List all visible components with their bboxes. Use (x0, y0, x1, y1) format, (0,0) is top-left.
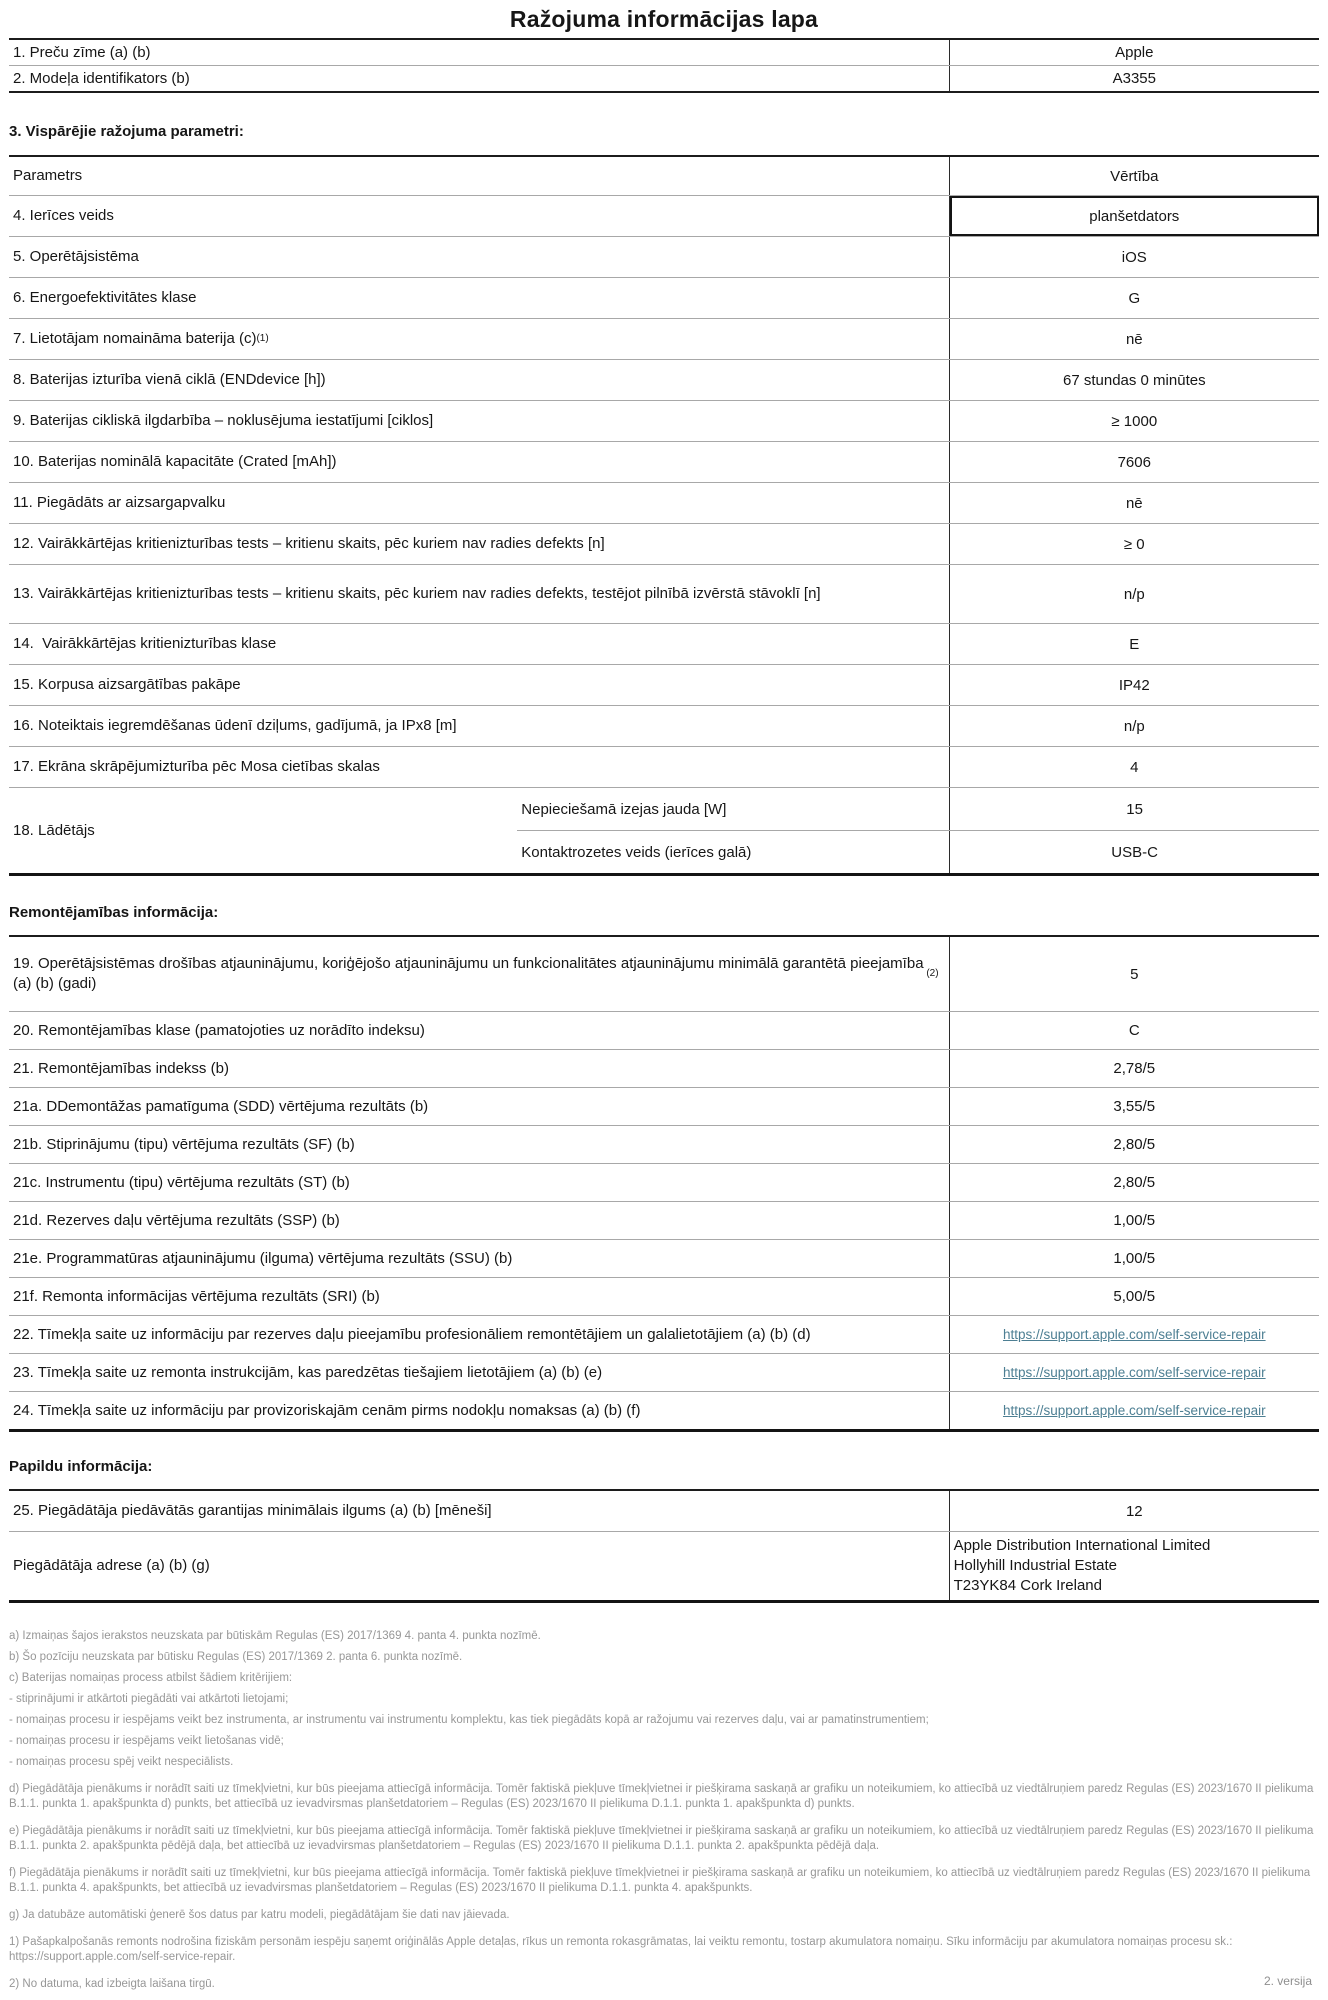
row-value (950, 1316, 1319, 1353)
row-value: iOS (1121, 248, 1147, 266)
row-value: nē (1125, 330, 1143, 348)
table-row (9, 664, 1319, 705)
footnote: e) Piegādātāja pienākums ir norādīt saiti uz tīmekļvietni, kur būs pieejama attiecīgā informācija. Tomēr faktiskā piekļuve tīmekļvietnei ir piešķirama saskaņā ar grafiku un noteikumiem, ko attiecībā uz viedtālruņiem paredz Regulas (ES) 2023/1670 II pielikuma B.1.1. punkta 2. apakšpunkta pēdējā daļa, bet attiecībā uz ievadvirsmas planšetdatoriem – Regulas (ES) 2023/1670 II pielikuma D.1.1. punkta 2. apakšpunkta pēdējā daļa. (9, 1825, 1314, 1852)
row-value: 7606 (1117, 453, 1151, 471)
footnote: - nomaiņas procesu spēj veikt nespeciālists. (9, 1756, 234, 1768)
charger-sub-rows (517, 788, 1319, 873)
footnote: f) Piegādātāja pienākums ir norādīt saiti uz tīmekļvietni, kur būs pieejama attiecīgā informācija. Tomēr faktiskā piekļuve tīmekļvietnei ir piešķirama saskaņā ar grafiku un noteikumiem, ko attiecībā uz viedtālruņiem paredz Regulas (ES) 2023/1670 II pielikuma B.1.1. punkta 4. apakšpunkts, bet attiecībā uz ievadvirsmas planšetdatoriem – Regulas (ES) 2023/1670 II pielikuma D.1.1. punkta 4. apakšpunkts. (9, 1867, 1311, 1894)
table-row (9, 1391, 1319, 1429)
identification-table (9, 38, 1319, 93)
table-row (9, 746, 1319, 787)
table-row (9, 318, 1319, 359)
row-label: 1. Preču zīme (a) (b) (9, 40, 950, 65)
table-row (9, 705, 1319, 746)
table-row (9, 1049, 1319, 1087)
table-row (9, 564, 1319, 623)
row-label: 18. Lādētājs (13, 821, 95, 839)
page-title: Ražojuma informācijas lapa (509, 6, 819, 32)
row-value: E (1129, 635, 1140, 653)
table-row (9, 523, 1319, 564)
row-label: 21d. Rezerves daļu vērtējuma rezultāts (SSP) (b) (9, 1202, 950, 1239)
row-value: A3355 (1112, 70, 1156, 87)
table-row (9, 1201, 1319, 1239)
row-label: 16. Noteiktais iegremdēšanas ūdenī dziļums, gadījumā, ja IPx8 [m] (9, 706, 950, 746)
additional-info-table (9, 1489, 1319, 1603)
row-label: 21e. Programmatūras atjauninājumu (ilguma) vērtējuma rezultāts (SSU) (b) (9, 1240, 950, 1277)
footnote: - nomaiņas procesu ir iespējams veikt lietošanas vidē; (9, 1735, 284, 1747)
table-row (9, 40, 1319, 65)
row-label: 23. Tīmekļa saite uz remonta instrukcijām, kas paredzētas tiešajiem lietotājiem (a) (b) (e) (9, 1354, 950, 1391)
row-label: 25. Piegādātāja piedāvātās garantijas minimālais ilgums (a) (b) [mēneši] (9, 1491, 950, 1531)
row-label: 20. Remontējamības klase (pamatojoties uz norādīto indeksu) (9, 1012, 950, 1049)
table-row (9, 1239, 1319, 1277)
charger-sub-row (517, 788, 1319, 830)
row-value: ≥ 0 (1123, 535, 1145, 553)
version-label: 2. versija (1263, 1974, 1312, 1988)
row-label: 24. Tīmekļa saite uz informāciju par provizoriskajām cenām pirms nodokļu nomaksas (a) (b) (f) (9, 1392, 950, 1429)
row-value: 12 (1125, 1502, 1143, 1520)
row-label: 10. Baterijas nominālā kapacitāte (Crated [mAh]) (9, 442, 950, 482)
row-value: IP42 (1118, 676, 1150, 694)
table-row (9, 1011, 1319, 1049)
column-header-parameter: Parametrs (9, 157, 950, 195)
table-row (9, 1087, 1319, 1125)
table-row (9, 1531, 1319, 1600)
row-label: 8. Baterijas izturība vienā ciklā (ENDdevice [h]) (9, 360, 950, 400)
footnote: a) Izmaiņas šajos ierakstos neuzskata par būtiskām Regulas (ES) 2017/1369 4. panta 4. punkta nozīmē. (9, 1630, 541, 1642)
sub-row-label: Kontaktrozetes veids (ierīces galā) (517, 831, 950, 873)
row-label: 21f. Remonta informācijas vērtējuma rezultāts (SRI) (b) (9, 1278, 950, 1315)
row-label: 14. Vairākkārtējas kritienizturības klase (9, 624, 950, 664)
row-label: Piegādātāja adrese (a) (b) (g) (9, 1532, 950, 1600)
support-link[interactable]: https://support.apple.com/self-service-repair (1002, 1327, 1266, 1342)
charger-sub-row (517, 830, 1319, 873)
footnote: 1) Pašapkalpošanās remonts nodrošina fiziskām personām iespēju saņemt oriģinālās Apple detaļas, rīkus un remonta rokasgrāmatas, lai veiktu remontu, tostarp akumulatora nomaiņu. Sīku informāciju par akumulatora nomaiņas procesu sk.: https://support.apple.com/self-service-repair. (9, 1936, 1233, 1963)
repairability-table (9, 935, 1319, 1432)
footnote: g) Ja datubāze automātiski ģenerē šos datus par katru modeli, piegādātājam šie dati nav jāievada. (9, 1909, 510, 1921)
row-label: 21. Remontējamības indekss (b) (9, 1050, 950, 1087)
section-heading-additional: Papildu informācija: (9, 1458, 153, 1475)
row-value: G (1128, 289, 1141, 307)
row-value (950, 1532, 1319, 1600)
row-value: 3,55/5 (1113, 1098, 1156, 1115)
row-label: 9. Baterijas cikliskā ilgdarbība – noklusējuma iestatījumi [ciklos] (9, 401, 950, 441)
row-label: 17. Ekrāna skrāpējumizturība pēc Mosa cietības skalas (9, 747, 950, 787)
footnotes-block (9, 1629, 1319, 1992)
table-row (9, 1353, 1319, 1391)
row-label: 21a. DDemontāžas pamatīguma (SDD) vērtējuma rezultāts (b) (9, 1088, 950, 1125)
footnote: c) Baterijas nomaiņas process atbilst šādiem kritērijiem: (9, 1672, 293, 1684)
address-line: Hollyhill Industrial Estate (953, 1557, 1117, 1574)
table-row (9, 482, 1319, 523)
row-value: USB-C (1111, 843, 1158, 861)
table-row (9, 1163, 1319, 1201)
table-row (9, 65, 1319, 91)
row-value: 2,80/5 (1113, 1174, 1156, 1191)
row-label: 15. Korpusa aizsargātības pakāpe (9, 665, 950, 705)
row-value: planšetdators (950, 196, 1319, 236)
row-label: 5. Operētājsistēma (9, 237, 950, 277)
section-heading-general: 3. Vispārējie ražojuma parametri: (9, 123, 244, 140)
row-value: 4 (1130, 758, 1139, 776)
support-link[interactable]: https://support.apple.com/self-service-repair (1002, 1365, 1266, 1380)
address-line: Apple Distribution International Limited (953, 1537, 1211, 1554)
row-value: 2,78/5 (1113, 1060, 1156, 1077)
row-label: 21c. Instrumentu (tipu) vērtējuma rezultāts (ST) (b) (9, 1164, 950, 1201)
table-row (9, 277, 1319, 318)
row-value (950, 1354, 1319, 1391)
row-label: 12. Vairākkārtējas kritienizturības tests – kritienu skaits, pēc kuriem nav radies defekts [n] (9, 524, 950, 564)
table-row (9, 1491, 1319, 1531)
row-value: 15 (1126, 800, 1143, 818)
footnote: - nomaiņas procesu ir iespējams veikt bez instrumenta, ar instrumentu vai instrumentu komplektu, kas tiek piegādāts kopā ar ražojumu vai rezerves daļu, vai ar pamatinstrumentiem; (9, 1714, 929, 1726)
footnote: - stiprinājumi ir atkārtoti piegādāti vai atkārtoti lietojami; (9, 1693, 289, 1705)
charger-row (9, 787, 1319, 873)
row-label: 19. Operētājsistēmas drošības atjauninājumu, koriģējošo atjauninājumu un funkcionalitātes atjauninājumu minimālā garantētā pieejamība (a) (b) (gadi) (2) (9, 937, 950, 1011)
row-value: 67 stundas 0 minūtes (1062, 371, 1206, 389)
row-label: 11. Piegādāts ar aizsargapvalku (9, 483, 950, 523)
table-row (9, 937, 1319, 1011)
section-heading-repairability: Remontējamības informācija: (9, 904, 219, 921)
row-value: 5 (1130, 965, 1139, 983)
row-value: C (1128, 1022, 1140, 1039)
footnote: d) Piegādātāja pienākums ir norādīt saiti uz tīmekļvietni, kur būs pieejama attiecīgā informācija. Tomēr faktiskā piekļuve tīmekļvietnei ir piešķirama saskaņā ar grafiku un noteikumiem, ko attiecībā uz viedtālruņiem paredz Regulas (ES) 2023/1670 II pielikuma B.1.1. punkta 1. apakšpunkta d) punkts, bet attiecībā uz ievadvirsmas planšetdatoriem – Regulas (ES) 2023/1670 II pielikuma D.1.1. punkta 1. apakšpunkta d) punkts. (9, 1783, 1314, 1810)
general-parameters-table (9, 155, 1319, 876)
table-row (9, 1125, 1319, 1163)
sub-row-label: Nepieciešamā izejas jauda [W] (517, 788, 950, 830)
row-value (950, 1392, 1319, 1429)
row-value: ≥ 1000 (1111, 412, 1158, 430)
row-value: 5,00/5 (1113, 1288, 1156, 1305)
row-value: n/p (1123, 585, 1145, 603)
row-value: 1,00/5 (1113, 1250, 1156, 1267)
column-header-value: Vērtība (1110, 167, 1159, 185)
row-label: 4. Ierīces veids (9, 196, 950, 236)
row-label: 13. Vairākkārtējas kritienizturības tests – kritienu skaits, pēc kuriem nav radies defekts, testējot pilnībā izvērstā stāvoklī [n] (9, 565, 950, 623)
table-row (9, 195, 1319, 236)
table-row (9, 623, 1319, 664)
row-value: 2,80/5 (1113, 1136, 1156, 1153)
row-label: 21b. Stiprinājumu (tipu) vērtējuma rezultāts (SF) (b) (9, 1126, 950, 1163)
table-row (9, 1277, 1319, 1315)
row-label: 22. Tīmekļa saite uz informāciju par rezerves daļu pieejamību profesionāliem remontētājiem un galalietotājiem (a) (b) (d) (9, 1316, 950, 1353)
table-header-row (9, 157, 1319, 195)
row-value: nē (1125, 494, 1143, 512)
support-link[interactable]: https://support.apple.com/self-service-repair (1002, 1403, 1266, 1418)
row-label: 7. Lietotājam nomaināma baterija (c) (1) (9, 319, 950, 359)
table-row (9, 400, 1319, 441)
table-row (9, 441, 1319, 482)
table-row (9, 1315, 1319, 1353)
row-value: n/p (1123, 717, 1145, 735)
row-label: 6. Energoefektivitātes klase (9, 278, 950, 318)
row-value: Apple (1115, 44, 1154, 61)
row-value: 1,00/5 (1113, 1212, 1156, 1229)
footnote: b) Šo pozīciju neuzskata par būtisku Regulas (ES) 2017/1369 2. panta 6. punkta nozīmē. (9, 1651, 463, 1663)
table-row (9, 359, 1319, 400)
table-row (9, 236, 1319, 277)
footnote: 2) No datuma, kad izbeigta laišana tirgū. (9, 1978, 215, 1990)
row-label: 2. Modeļa identifikators (b) (9, 66, 950, 91)
address-line: T23YK84 Cork Ireland (953, 1577, 1102, 1594)
